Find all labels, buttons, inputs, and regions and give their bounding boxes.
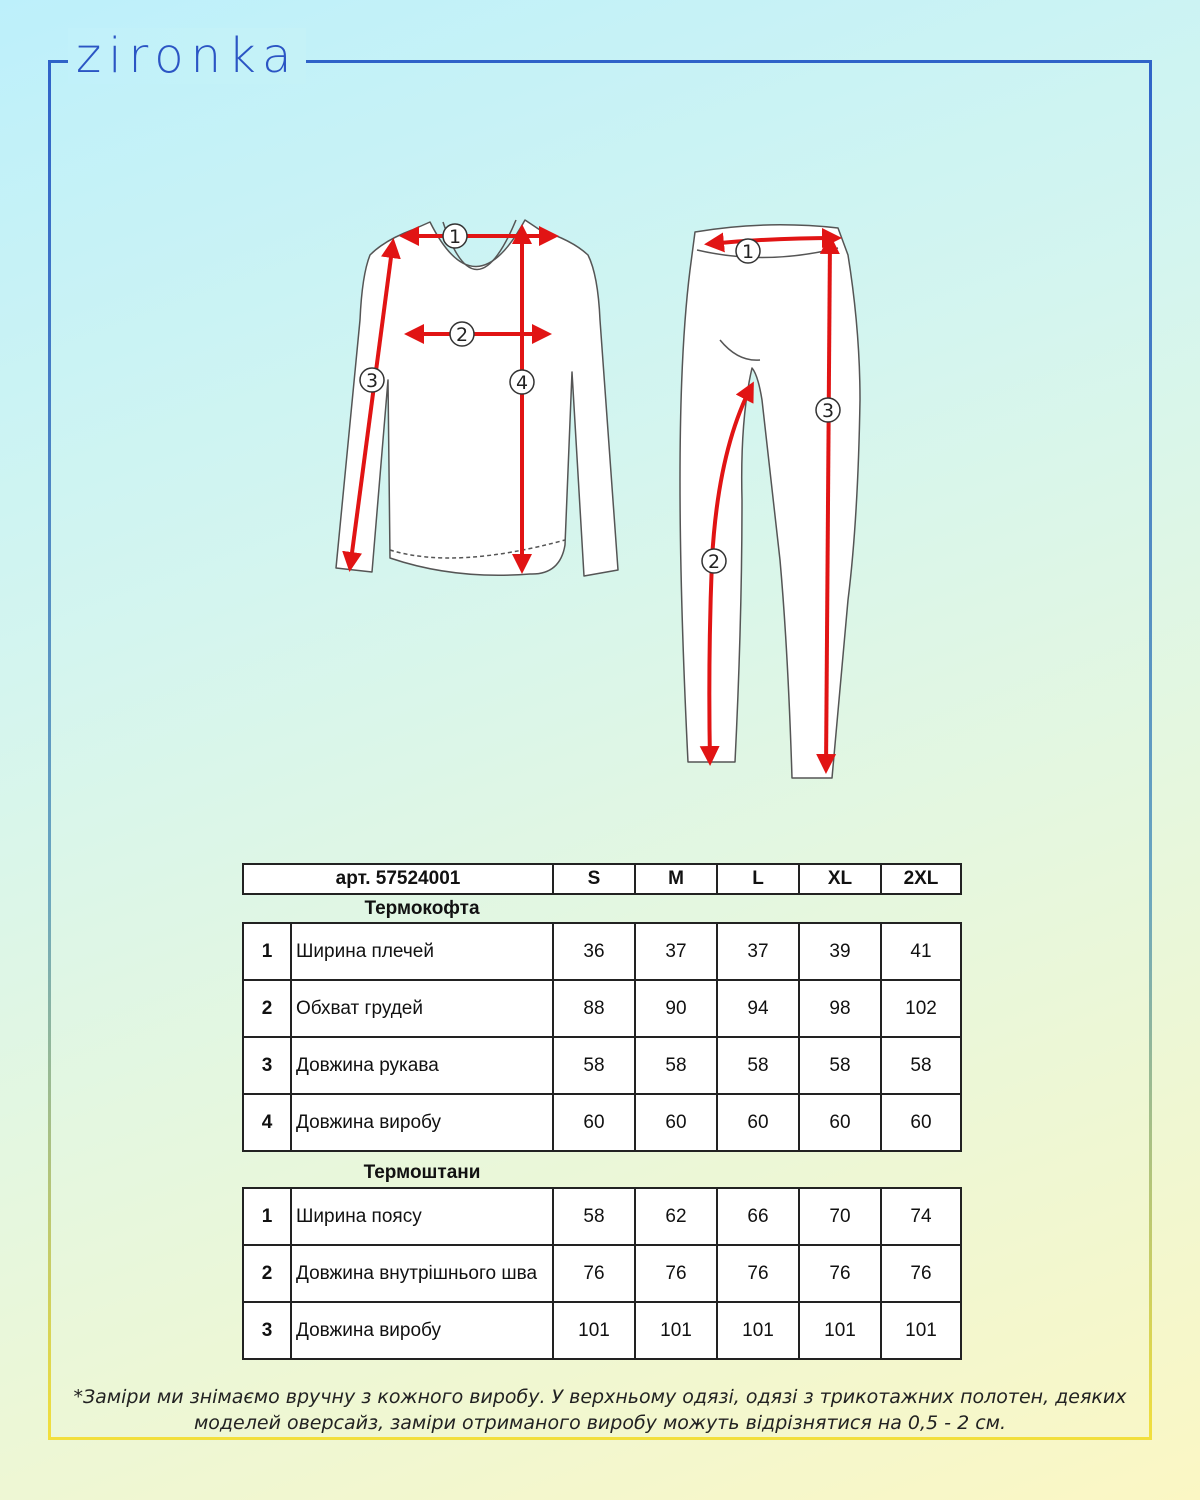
svg-text:3: 3	[821, 400, 835, 422]
top-label-3	[360, 368, 384, 392]
top-measurements-table	[242, 922, 962, 1152]
svg-text:2: 2	[707, 551, 721, 573]
pants-label-3	[816, 398, 840, 422]
size-2xl: 2XL	[881, 864, 961, 894]
measurement-footnote: *Заміри ми знімаємо вручну з кожного виробу. У верхньому одязі, одязі з трикотажних полотен, деяких моделей оверсайз, заміри отриманого виробу можуть відрізнятися на 0,5 - 2 см.	[73, 1386, 1127, 1434]
svg-text:2: 2	[455, 324, 469, 346]
pants-garment	[680, 225, 860, 778]
size-m: M	[635, 864, 717, 894]
table-row: 2 Довжина внутрішнього шва 76 76 76 76 76	[243, 1245, 961, 1302]
pants-label-1	[736, 239, 760, 263]
top-label-2	[450, 322, 474, 346]
size-xl: XL	[799, 864, 881, 894]
table-row: 3 Довжина виробу 101 101 101 101 101	[243, 1302, 961, 1359]
section-title-pants: Термоштани	[363, 1162, 481, 1183]
section-title-top: Термокофта	[364, 898, 480, 919]
top-garment	[336, 220, 618, 576]
brand-logo: zironka	[68, 28, 306, 84]
svg-text:1: 1	[741, 241, 755, 263]
svg-text:1: 1	[448, 226, 462, 248]
pants-label-2	[702, 549, 726, 573]
table-row: 2 Обхват грудей 88 90 94 98 102	[243, 980, 961, 1037]
table-row: 1 Ширина плечей 36 37 37 39 41	[243, 923, 961, 980]
svg-text:4: 4	[515, 372, 529, 394]
top-label-1	[443, 224, 467, 248]
size-s: S	[553, 864, 635, 894]
pants-measurements-table	[242, 1187, 962, 1360]
table-row: 3 Довжина рукава 58 58 58 58 58	[243, 1037, 961, 1094]
article-label: арт. 57524001	[243, 864, 553, 894]
size-header-table	[242, 863, 962, 895]
table-row: 1 Ширина поясу 58 62 66 70 74	[243, 1188, 961, 1245]
size-header-row	[243, 864, 961, 894]
size-l: L	[717, 864, 799, 894]
table-row: 4 Довжина виробу 60 60 60 60 60	[243, 1094, 961, 1151]
top-label-4	[510, 370, 534, 394]
svg-text:3: 3	[365, 370, 379, 392]
